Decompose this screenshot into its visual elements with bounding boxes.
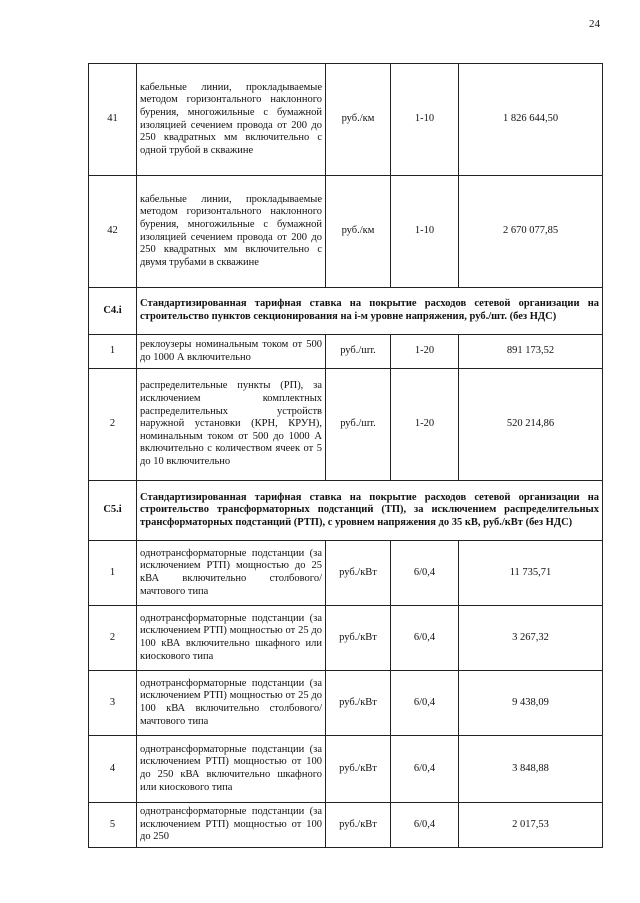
row-value: 11 735,71 bbox=[459, 541, 603, 606]
row-unit: руб./кВт bbox=[326, 803, 391, 848]
row-value: 3 267,32 bbox=[459, 606, 603, 671]
row-value: 2 017,53 bbox=[459, 803, 603, 848]
page-number: 24 bbox=[589, 18, 600, 30]
row-number: 1 bbox=[89, 335, 137, 369]
table-row bbox=[89, 541, 603, 606]
block-c bbox=[89, 541, 603, 848]
row-number: 3 bbox=[89, 671, 137, 736]
row-voltage: 6/0,4 bbox=[391, 671, 459, 736]
row-description: однотрансформаторные подстанции (за исключением РТП) мощностью от 100 до 250 bbox=[137, 803, 326, 848]
table-row bbox=[89, 64, 603, 176]
tariff-table bbox=[88, 63, 603, 848]
section-c4-row bbox=[89, 288, 603, 335]
row-unit: руб./км bbox=[326, 64, 391, 176]
row-voltage: 1-10 bbox=[391, 176, 459, 288]
row-voltage: 6/0,4 bbox=[391, 606, 459, 671]
row-description: однотрансформаторные подстанции (за исключением РТП) мощностью до 25 кВА включительно столбового/мачтового типа bbox=[137, 541, 326, 606]
row-value: 1 826 644,50 bbox=[459, 64, 603, 176]
section-c5-row bbox=[89, 481, 603, 541]
row-unit: руб./шт. bbox=[326, 369, 391, 481]
row-description: кабельные линии, прокладываемые методом горизонтального наклонного бурения, многожильные с бумажной изоляцией сечением провода от 200 до 250 квадратных мм включительно с двумя трубами в скважине bbox=[137, 176, 326, 288]
table-row bbox=[89, 803, 603, 848]
row-number: 2 bbox=[89, 369, 137, 481]
row-voltage: 1-20 bbox=[391, 369, 459, 481]
row-number: 1 bbox=[89, 541, 137, 606]
table-row bbox=[89, 671, 603, 736]
row-value: 520 214,86 bbox=[459, 369, 603, 481]
table-row bbox=[89, 606, 603, 671]
row-voltage: 1-20 bbox=[391, 335, 459, 369]
row-value: 2 670 077,85 bbox=[459, 176, 603, 288]
row-number: 2 bbox=[89, 606, 137, 671]
row-description: однотрансформаторные подстанции (за исключением РТП) мощностью от 25 до 100 кВА включительно шкафного или киоскового типа bbox=[137, 606, 326, 671]
row-unit: руб./кВт bbox=[326, 736, 391, 803]
row-number: 41 bbox=[89, 64, 137, 176]
row-unit: руб./шт. bbox=[326, 335, 391, 369]
row-number: 4 bbox=[89, 736, 137, 803]
table-row bbox=[89, 176, 603, 288]
row-unit: руб./кВт bbox=[326, 671, 391, 736]
row-unit: руб./кВт bbox=[326, 541, 391, 606]
row-description: однотрансформаторные подстанции (за исключением РТП) мощностью от 100 до 250 кВА включительно шкафного или киоскового типа bbox=[137, 736, 326, 803]
row-unit: руб./кВт bbox=[326, 606, 391, 671]
row-unit: руб./км bbox=[326, 176, 391, 288]
row-description: реклоузеры номинальным током от 500 до 1000 А включительно bbox=[137, 335, 326, 369]
row-voltage: 6/0,4 bbox=[391, 803, 459, 848]
section-c4-code: С4.i bbox=[89, 288, 137, 335]
row-voltage: 6/0,4 bbox=[391, 736, 459, 803]
row-description: распределительные пункты (РП), за исключением комплектных распределительных устройств наружной установки (КРН, КРУН), номинальным током от 500 до 1000 А включительно с количеством ячеек от 5 до 10 включительно bbox=[137, 369, 326, 481]
row-voltage: 6/0,4 bbox=[391, 541, 459, 606]
row-voltage: 1-10 bbox=[391, 64, 459, 176]
section-c5-code: С5.i bbox=[89, 481, 137, 541]
row-description: однотрансформаторные подстанции (за исключением РТП) мощностью от 25 до 100 кВА включительно столбового/мачтового типа bbox=[137, 671, 326, 736]
row-value: 891 173,52 bbox=[459, 335, 603, 369]
section-c4-title: Стандартизированная тарифная ставка на покрытие расходов сетевой организации на строительство пунктов секционирования на i-м уровне напряжения, руб./шт. (без НДС) bbox=[137, 288, 603, 335]
row-value: 9 438,09 bbox=[459, 671, 603, 736]
table-row bbox=[89, 369, 603, 481]
row-number: 42 bbox=[89, 176, 137, 288]
section-c5-title: Стандартизированная тарифная ставка на покрытие расходов сетевой организации на строительство трансформаторных подстанций (ТП), за исключением распределительных трансформаторных подстанций (РТП), с уровнем напряжения до 35 кВ, руб./кВт (без НДС) bbox=[137, 481, 603, 541]
row-description: кабельные линии, прокладываемые методом горизонтального наклонного бурения, многожильные с бумажной изоляцией сечением провода от 200 до 250 квадратных мм включительно с одной трубой в скважине bbox=[137, 64, 326, 176]
row-value: 3 848,88 bbox=[459, 736, 603, 803]
table-row bbox=[89, 335, 603, 369]
table-row bbox=[89, 736, 603, 803]
block-b bbox=[89, 335, 603, 481]
block-a bbox=[89, 64, 603, 288]
row-number: 5 bbox=[89, 803, 137, 848]
